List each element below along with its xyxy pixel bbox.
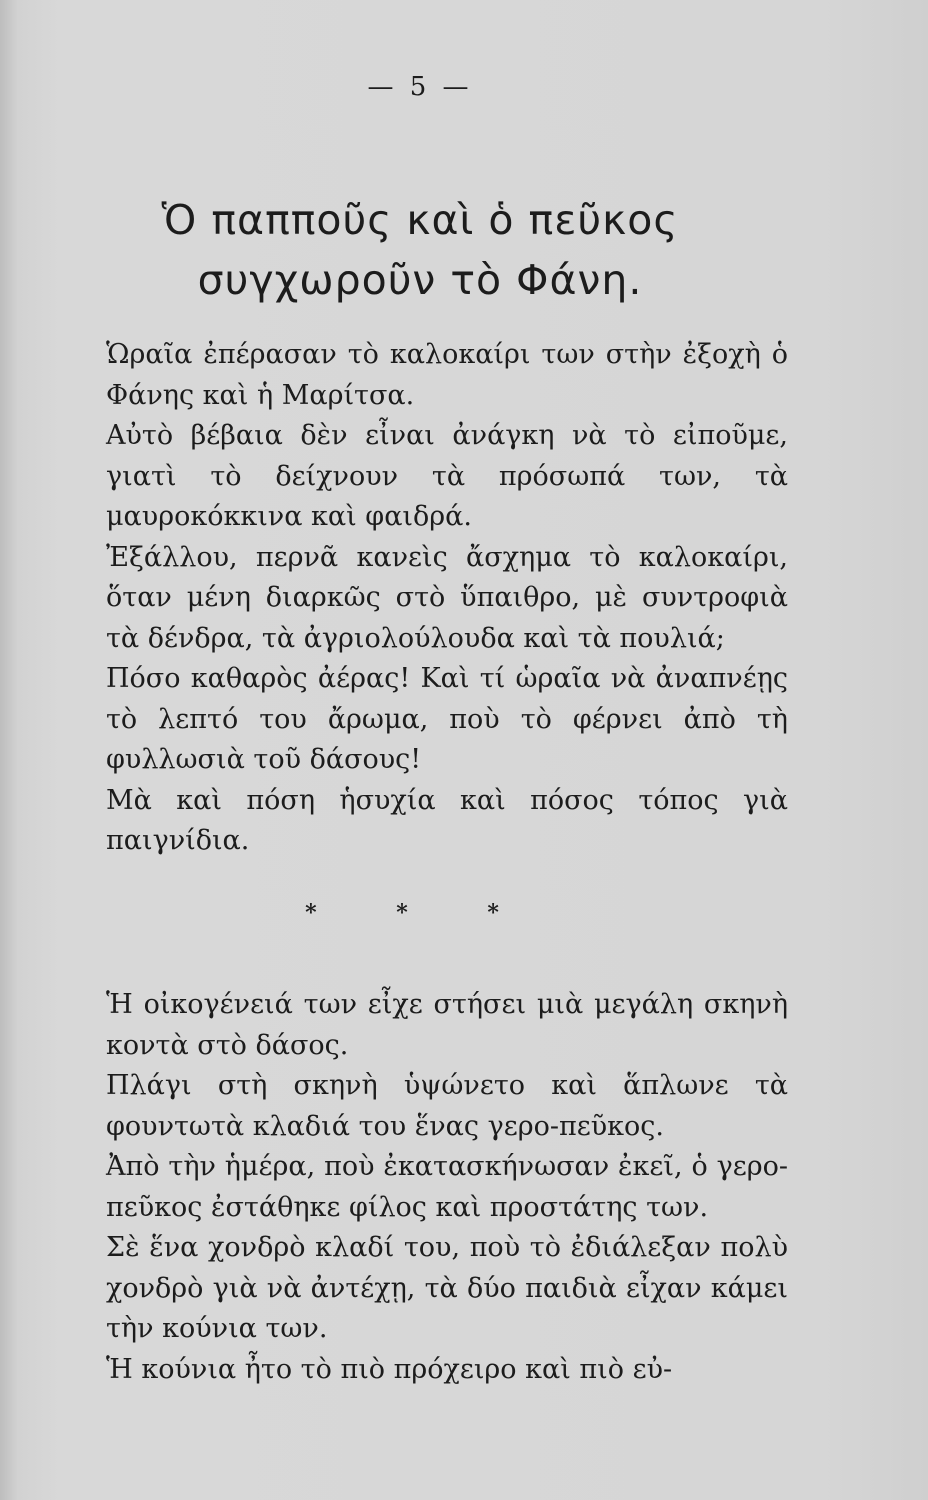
text-section-two xyxy=(106,985,788,1390)
paragraph: Ὡραῖα ἐπέρασαν τὸ καλοκαίρι των στὴν ἐξοχὴ ὁ Φάνης καὶ ἡ Μαρίτσα. xyxy=(106,339,788,411)
paragraph: Ἀπὸ τὴν ἡμέρα, ποὺ ἐκατασκήνωσαν ἐκεῖ, ὁ γερο-πεῦκος ἐστάθηκε φίλος καὶ προστάτης των. xyxy=(106,1151,788,1223)
paragraph: Ἐξάλλου, περνᾶ κανεὶς ἄσχημα τὸ καλοκαίρι, ὅταν μένη διαρκῶς στὸ ὕπαιθρο, μὲ συντροφιὰ τὰ δένδρα, τὰ ἀγριολούλουδα καὶ τὰ πουλιά; xyxy=(106,541,788,654)
chapter-title-line-2: συγχωροῦν τὸ Φάνη. xyxy=(197,256,643,304)
chapter-title xyxy=(0,190,840,310)
page-number: — 5 — xyxy=(367,72,473,102)
text-section-one xyxy=(106,335,788,862)
paragraph: Μὰ καὶ πόση ἡσυχία καὶ πόσος τόπος γιὰ παιγνίδια. xyxy=(106,784,788,856)
paragraph: Ἡ οἰκογένειά των εἶχε στήσει μιὰ μεγάλη σκηνὴ κοντὰ στὸ δάσος. xyxy=(106,989,788,1061)
paragraph: Αὐτὸ βέβαια δὲν εἶναι ἀνάγκη νὰ τὸ εἰποῦμε, γιατὶ τὸ δείχνουν τὰ πρόσωπά των, τὰ μαυροκόκκινα καὶ φαιδρά. xyxy=(106,420,788,532)
chapter-title-line-1: Ὁ παπποῦς καὶ ὁ πεῦκος xyxy=(161,196,679,244)
paragraph: Πλάγι στὴ σκηνὴ ὑψώνετο καὶ ἅπλωνε τὰ φουντωτὰ κλαδιά του ἕνας γερο-πεῦκος. xyxy=(106,1070,788,1142)
paragraph: Ἡ κούνια ἦτο τὸ πιὸ πρόχειρο καὶ πιὸ εὐ- xyxy=(106,1353,673,1385)
section-separator: * * * xyxy=(305,900,535,926)
paragraph: Πόσο καθαρὸς ἀέρας! Καὶ τί ὡραῖα νὰ ἀναπνέῃς τὸ λεπτό του ἄρωμα, ποὺ τὸ φέρνει ἀπὸ τὴ φυλλωσιὰ τοῦ δάσους! xyxy=(106,663,788,775)
paragraph: Σὲ ἕνα χονδρὸ κλαδί του, ποὺ τὸ ἐδιάλεξαν πολὺ χονδρὸ γιὰ νὰ ἀντέχῃ, τὰ δύο παιδιὰ εἶχαν κάμει τὴν κούνια των. xyxy=(106,1232,788,1344)
